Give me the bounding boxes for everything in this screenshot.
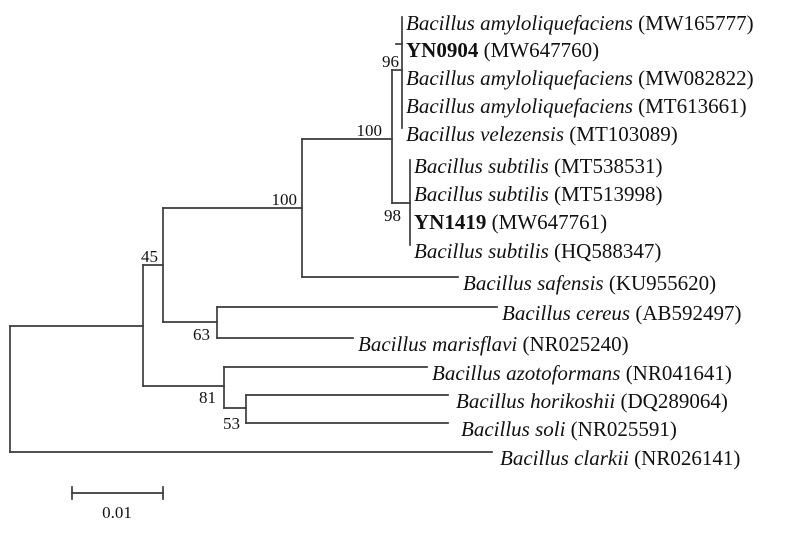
leaf-accession: (MW647760): [478, 38, 600, 62]
bootstrap-value-7: 53: [223, 414, 240, 433]
leaf-accession: (MT513998): [548, 182, 663, 206]
leaf-species: Bacillus clarkii: [500, 446, 629, 470]
leaf-label-11: [358, 332, 629, 356]
leaf-label-1: [406, 38, 599, 62]
leaf-label-4: [406, 122, 678, 146]
leaf-species: Bacillus amyloliquefaciens: [406, 94, 633, 118]
leaf-accession: (MT538531): [548, 154, 663, 178]
bootstrap-value-4: 45: [141, 247, 158, 266]
leaf-label-6: [414, 182, 663, 206]
leaf-label-15: [500, 446, 740, 470]
leaf-accession: (NR041641): [620, 361, 732, 385]
leaf-accession: (MT103089): [564, 122, 678, 146]
leaf-species: Bacillus amyloliquefaciens: [406, 11, 633, 35]
leaf-accession: (NR026141): [628, 446, 741, 470]
leaf-accession: (MT613661): [632, 94, 747, 118]
leaf-label-5: [414, 154, 663, 178]
leaf-species: YN0904: [406, 38, 479, 62]
leaf-label-8: [414, 239, 661, 263]
leaf-species: Bacillus subtilis: [414, 239, 549, 263]
scale-bar-label: 0.01: [102, 503, 132, 522]
leaf-accession: (MW647761): [486, 210, 608, 234]
leaf-label-9: [463, 271, 716, 295]
leaf-species: Bacillus soli: [461, 417, 566, 441]
leaf-label-12: [432, 361, 732, 385]
leaf-label-13: [456, 389, 728, 413]
leaf-species: Bacillus cereus: [502, 301, 631, 325]
leaf-accession: (MW082822): [632, 66, 754, 90]
bootstrap-value-0: 96: [382, 52, 399, 71]
leaf-species: Bacillus subtilis: [414, 154, 549, 178]
leaf-species: Bacillus azotoformans: [432, 361, 621, 385]
bootstrap-value-1: 100: [356, 121, 382, 140]
leaf-accession: (DQ289064): [615, 389, 728, 413]
bootstrap-value-2: 98: [384, 206, 401, 225]
leaf-species: YN1419: [414, 210, 487, 234]
leaf-species: Bacillus marisflavi: [358, 332, 518, 356]
leaf-species: Bacillus subtilis: [414, 182, 549, 206]
leaf-species: Bacillus amyloliquefaciens: [406, 66, 633, 90]
bootstrap-value-6: 81: [199, 388, 216, 407]
leaf-accession: (NR025240): [517, 332, 629, 356]
leaf-accession: (KU955620): [603, 271, 717, 295]
leaf-species: Bacillus safensis: [463, 271, 604, 295]
scale-bar: [72, 487, 163, 522]
leaf-accession: (MW165777): [632, 11, 754, 35]
leaf-label-14: [461, 417, 677, 441]
leaf-accession: (AB592497): [630, 301, 742, 325]
leaf-accession: (HQ588347): [548, 239, 662, 263]
leaf-accession: (NR025591): [565, 417, 677, 441]
leaf-species: Bacillus velezensis: [406, 122, 565, 146]
leaf-label-10: [502, 301, 742, 325]
leaf-species: Bacillus horikoshii: [456, 389, 616, 413]
bootstrap-value-3: 100: [271, 190, 297, 209]
leaf-label-2: [406, 66, 754, 90]
leaf-label-0: [406, 11, 754, 35]
leaf-labels: [358, 11, 754, 470]
leaf-label-7: [414, 210, 607, 234]
bootstrap-value-5: 63: [193, 325, 210, 344]
bootstrap-labels: [141, 52, 401, 433]
leaf-label-3: [406, 94, 747, 118]
